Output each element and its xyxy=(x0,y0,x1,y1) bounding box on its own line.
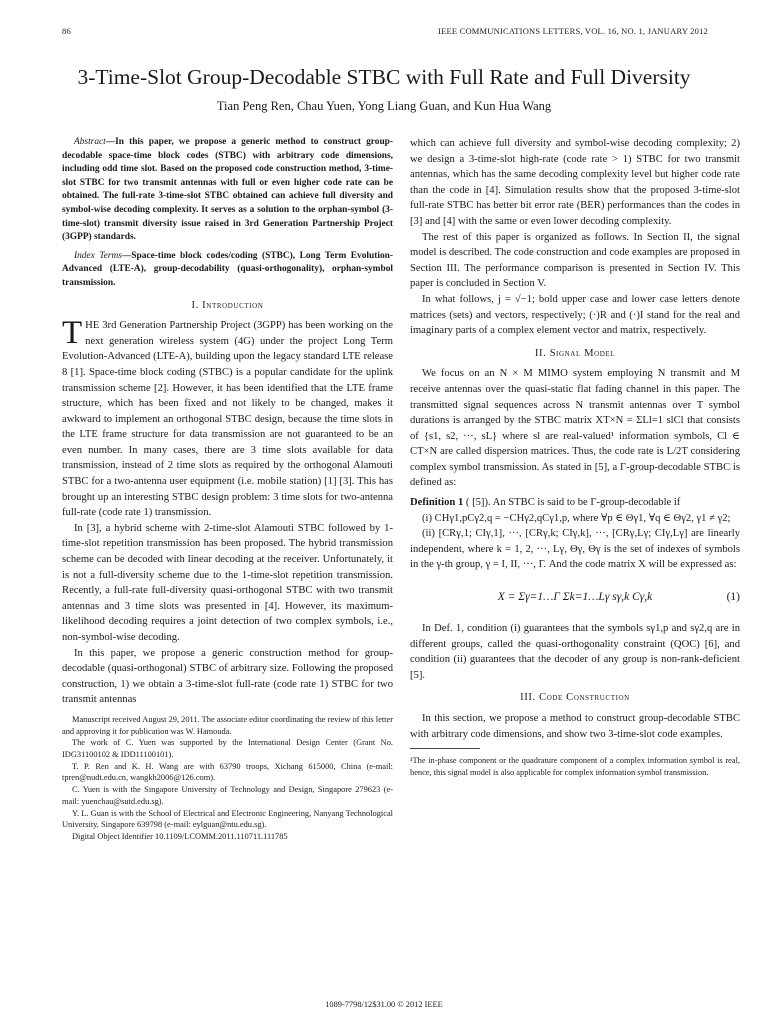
condition-ii: (ii) [CRγ,1; CIγ,1], ···, [CRγ,k; CIγ,k], ···, [CRγ,Lγ; CIγ,Lγ] are linearly independent, where k = 1, 2, ···, Lγ, Θγ, Θγ is the set of indexes of symbols in the γ-th group, γ = I, II, ···, Γ. And the code matrix X will be expressed as: xyxy=(410,528,740,571)
running-head xyxy=(62,26,708,38)
abstract-lead: Abstract xyxy=(74,137,106,147)
drop-cap: T xyxy=(62,315,83,352)
index-terms-lead: Index Terms xyxy=(74,250,122,261)
copyright-footer: 1089-7798/12$31.00 © 2012 IEEE xyxy=(325,1000,443,1009)
footnote-line: The work of C. Yuen was supported by the International Design Center (Grant No. IDG31100102 & IDD11100101). xyxy=(62,738,393,760)
intro-paragraph-2: In [3], a hybrid scheme with 2-time-slot Alamouti STBC followed by 1-time-slot repetition transmission has been proposed. The hybrid transmission scheme can be decoded with linear decoding at the receiver. Unfortunately, it is not a full-diversity scheme due to the 1-time-slot repetition transmission. Recently, a full-rate full-diversity quasi-orthogonal STBC with two transmit antennas and 3 time slots was presented in [4]. However, its maximum-likelihood decoding requires a joint detection of two complex symbols, i.e., non-symbol-wise decoding. xyxy=(62,522,393,643)
section-heading-introduction: I. Introduction xyxy=(191,299,264,311)
definition-1 xyxy=(410,495,740,511)
abstract-text: —In this paper, we propose a generic method to construct group-decodable space-time block codes (STBC) with arbitrary code dimensions, including odd time slot. Based on the proposed code construction method, 3-time-slot STBC for two transmit antennas with full or even higher code rate can be obtained. The full-rate 3-time-slot STBC obtained can achieve full diversity and symbol-wise decoding complexity. It serves as a solution to the orphan-symbol (3-time-slot) transmit diversity issue raised in 3rd Generation Partnership Project (3GPP) standards. xyxy=(62,137,393,243)
author-list: Tian Peng Ren, Chau Yuen, Yong Liang Guan, and Kun Hua Wang xyxy=(216,99,552,113)
abstract xyxy=(62,136,393,245)
footnote-line: Manuscript received August 29, 2011. The associate editor coordinating the review of this letter and approving it for publication was W. Hamouda. xyxy=(62,714,393,736)
signal-model-paragraph: We focus on an N × M MIMO system employing N transmit and M receive antennas over the quasi-static flat fading channel in this paper. The transmitted signal sequences across N transmit antennas over T symbol durations is arranged by the STBC matrix XT×N = ΣLl=1 slCl that consists of {s1, s2, ···, sL} where sl are real-valued¹ information symbols, Cl ∈ CT×N are called dispersion matrices. Thus, the code rate is L/2T considering complex symbol transmission. As stated in [5], a Γ-group-decodable STBC is defined as: xyxy=(410,368,740,489)
footnote-divider xyxy=(410,748,480,749)
page-number: 86 xyxy=(62,26,71,36)
condition-i: (i) CHγ1,pCγ2,q = −CHγ2,qCγ1,p, where ∀p ∈ Θγ1, ∀q ∈ Θγ2, γ1 ≠ γ2; xyxy=(422,512,731,524)
footnote-line: C. Yuen is with the Singapore University of Technology and Design, Singapore 279623 (e-mail: yuenchau@sutd.edu.sg). xyxy=(62,785,393,806)
organization-paragraph: The rest of this paper is organized as follows. In Section II, the signal model is described. The code construction and code examples are proposed in Section III. The performance comparison is presented in Section IV. This paper is concluded in Section V. xyxy=(410,231,740,290)
index-terms xyxy=(62,250,393,291)
definition-label: Definition 1 xyxy=(410,497,464,509)
equation-number: (1) xyxy=(726,591,740,604)
equation-1-body: X = Σγ=1…Γ Σk=1…Lγ sγ,k Cγ,k xyxy=(497,591,653,604)
code-construction-paragraph: In this section, we propose a method to construct group-decodable STBC with arbitrary code dimensions, and show two 3-time-slot code examples. xyxy=(410,713,740,740)
doi-line: Digital Object Identifier 10.1109/LCOMM.2011.110711.111785 xyxy=(72,832,288,841)
intro-paragraph-1-text: HE 3rd Generation Partnership Project (3GPP) has been working on the next generation wireless system (4G) under the project Long Term Evolution-Advanced (LTE-A), building upon the legacy standard LTE release 8 [1]. Space-time block coding (STBC) is a popular candidate for the uplink transmission scheme [2]. However, it has been identified that the LTE frame structure, which has been fixed and not likely to be changed, makes it awkward to implement an orthogonal STBC design, because the time slots in the LTE frame structure for data transmission are not guaranteed to be an even number. In many cases, there are 3 time slots available for data transmission, instead of 2 time slots as required by the orthogonal Alamouti STBC for a two-antenna user equipment (i.e. mobile station) [1] [3]. This has brought up an interesting STBC design problem: 3 time slots for two-antenna full-rate (code rate 1) transmission. xyxy=(62,320,393,519)
paper-title: 3-Time-Slot Group-Decodable STBC with Full Rate and Full Diversity xyxy=(77,65,691,89)
journal-header: IEEE COMMUNICATIONS LETTERS, VOL. 16, NO. 1, JANUARY 2012 xyxy=(438,26,708,36)
left-column xyxy=(62,136,393,843)
right-column xyxy=(410,136,740,779)
footnote-1: ¹The in-phase component or the quadrature component of a complex information symbol is real, hence, this signal model is also applicable for complex information symbol transmission. xyxy=(410,756,740,777)
definition-discussion: In Def. 1, condition (i) guarantees that the symbols sγ1,p and sγ2,q are in different groups, called the quasi-orthogonality constraint (QOC) [6], and condition (ii) guarantees that the decoder of any group is non-rank-deficient [5]. xyxy=(410,623,740,681)
author-footnotes xyxy=(62,714,393,843)
equation-1 xyxy=(410,582,740,612)
notation-paragraph: In what follows, j = √−1; bold upper case and lower case letters denote matrices (sets) and vectors, respectively; (·)R and (·)I stand for the real and imaginary parts of a complex element vector and matrix, respectively. xyxy=(410,293,740,337)
definition-text: ( [5]). An STBC is said to be Γ-group-decodable if xyxy=(463,497,681,509)
footnote-line: Y. L. Guan is with the School of Electrical and Electronic Engineering, Nanyang Technological University, Singapore 639798 (e-mail: eylguan@ntu.edu.sg). xyxy=(62,808,393,830)
section-heading-signal-model: II. Signal Model xyxy=(534,347,616,359)
footnote-line: T. P. Ren and K. H. Wang are with 63790 troops, Xichang 615000, China (e-mail: tpren@nudt.edu.cn, wangkh2006@126.com). xyxy=(62,761,393,783)
intro-continuation: which can achieve full diversity and symbol-wise decoding complexity; 2) we design a 3-time-slot high-rate (code rate > 1) STBC for two transmit antennas, which has the same decoding complexity level but higher code rate than the code in [4]. Simulation results show that the proposed 3-time-slot full-rate STBC has better bit error rate (BER) performances than the codes in [3] and [4] with the same or even lower decoding complexity. xyxy=(410,138,740,227)
intro-paragraph-1 xyxy=(62,315,393,521)
index-terms-text: —Space-time block codes/coding (STBC), Long Term Evolution-Advanced (LTE-A), group-decodability (quasi-orthogonality), orphan-symbol transmission. xyxy=(62,250,394,288)
intro-paragraph-3: In this paper, we propose a generic construction method for group-decodable (quasi-orthogonal) STBC of arbitrary size. Following the proposed construction, 1) we obtain a 3-time-slot full-rate (code rate 1) STBC for two transmit antennas xyxy=(62,647,393,706)
section-heading-code-construction: III. Code Construction xyxy=(520,692,630,704)
